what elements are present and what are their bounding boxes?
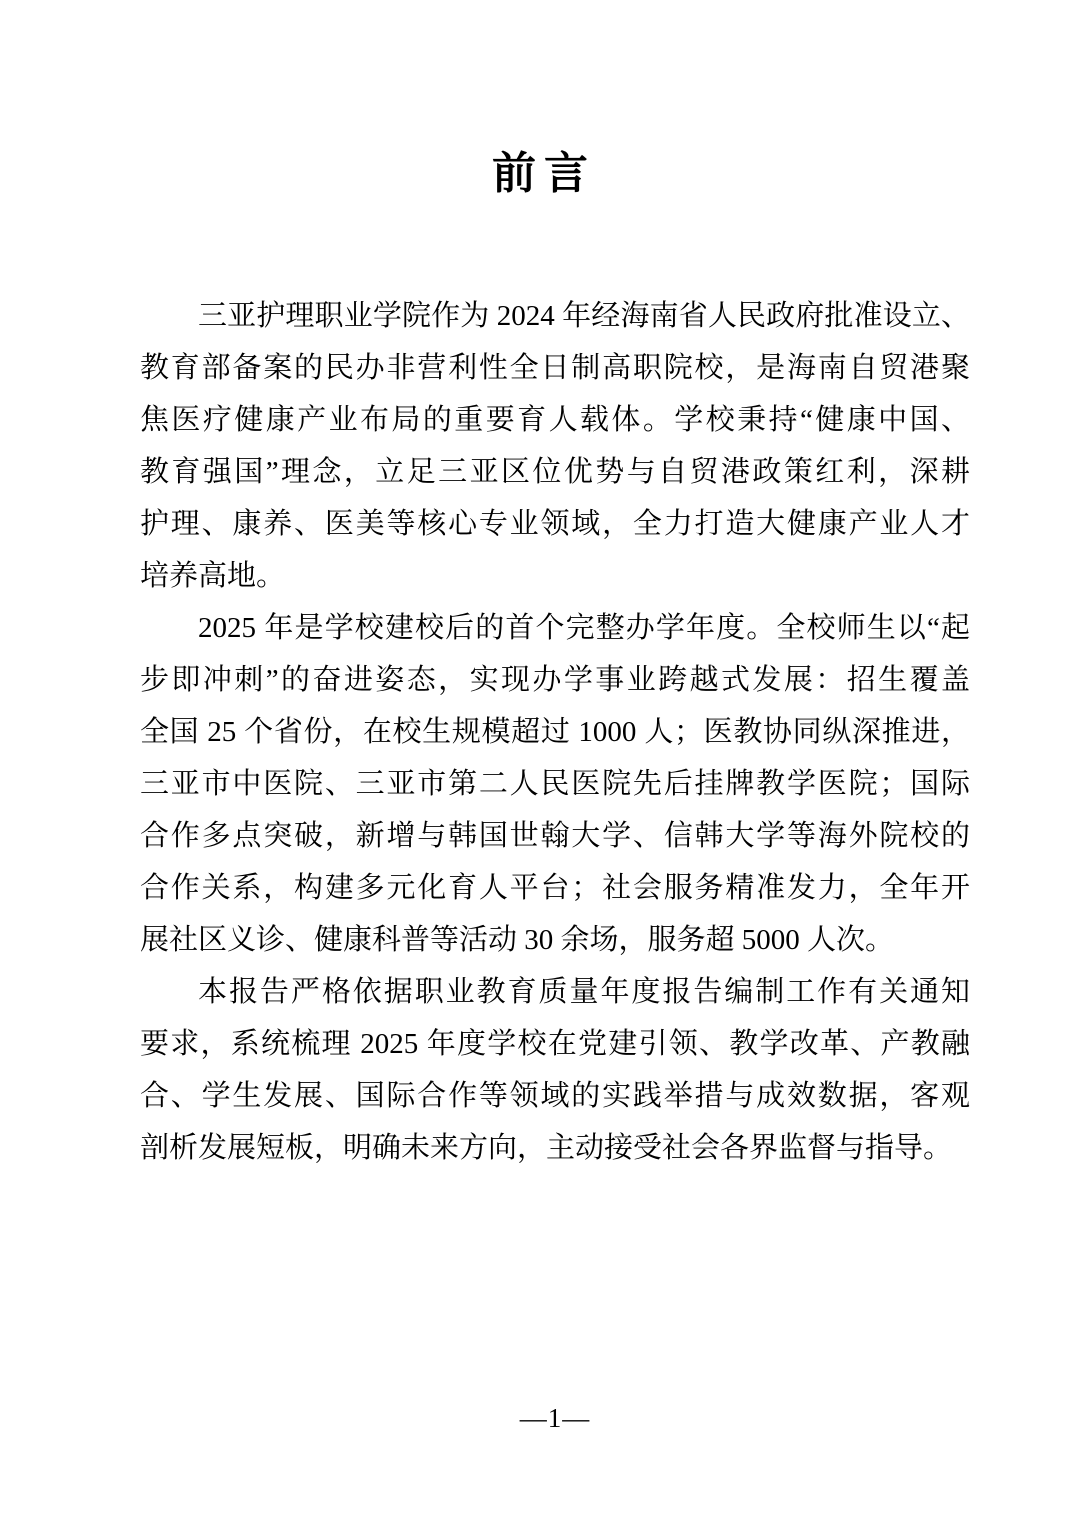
text-line: 2025 年是学校建校后的首个完整办学年度。全校师生以“起 — [198, 612, 970, 644]
text-line: 培养高地。 — [140, 560, 286, 592]
text-line: 合作多点突破，新增与韩国世翰大学、信韩大学等海外院校的 — [140, 820, 970, 852]
page-number: —1— — [519, 1403, 591, 1433]
document-title: 前言 — [492, 149, 596, 198]
text-line: 全国 25 个省份，在校生规模超过 1000 人；医教协同纵深推进， — [140, 716, 970, 748]
text-line: 步即冲刺”的奋进姿态，实现办学事业跨越式发展：招生覆盖 — [140, 664, 970, 696]
text-line: 教育部备案的民办非营利性全日制高职院校，是海南自贸港聚 — [140, 352, 970, 384]
paragraph — [140, 602, 970, 966]
document-body — [140, 290, 970, 1174]
text-line: 护理、康养、医美等核心专业领域，全力打造大健康产业人才 — [140, 508, 970, 540]
paragraph — [140, 966, 970, 1174]
text-line: 三亚市中医院、三亚市第二人民医院先后挂牌教学医院；国际 — [140, 768, 970, 800]
text-line: 展社区义诊、健康科普等活动 30 余场，服务超 5000 人次。 — [140, 924, 895, 956]
text-line: 合、学生发展、国际合作等领域的实践举措与成效数据，客观 — [140, 1080, 970, 1112]
text-line: 剖析发展短板，明确未来方向，主动接受社会各界监督与指导。 — [140, 1132, 953, 1164]
text-line: 本报告严格依据职业教育质量年度报告编制工作有关通知 — [198, 976, 970, 1008]
text-line: 合作关系，构建多元化育人平台；社会服务精准发力，全年开 — [140, 872, 970, 904]
text-line: 教育强国”理念，立足三亚区位优势与自贸港政策红利，深耕 — [140, 456, 970, 488]
paragraph — [140, 290, 970, 602]
text-line: 要求，系统梳理 2025 年度学校在党建引领、教学改革、产教融 — [140, 1028, 970, 1060]
text-line: 焦医疗健康产业布局的重要育人载体。学校秉持“健康中国、 — [140, 404, 970, 436]
text-line: 三亚护理职业学院作为 2024 年经海南省人民政府批准设立、 — [198, 300, 970, 332]
